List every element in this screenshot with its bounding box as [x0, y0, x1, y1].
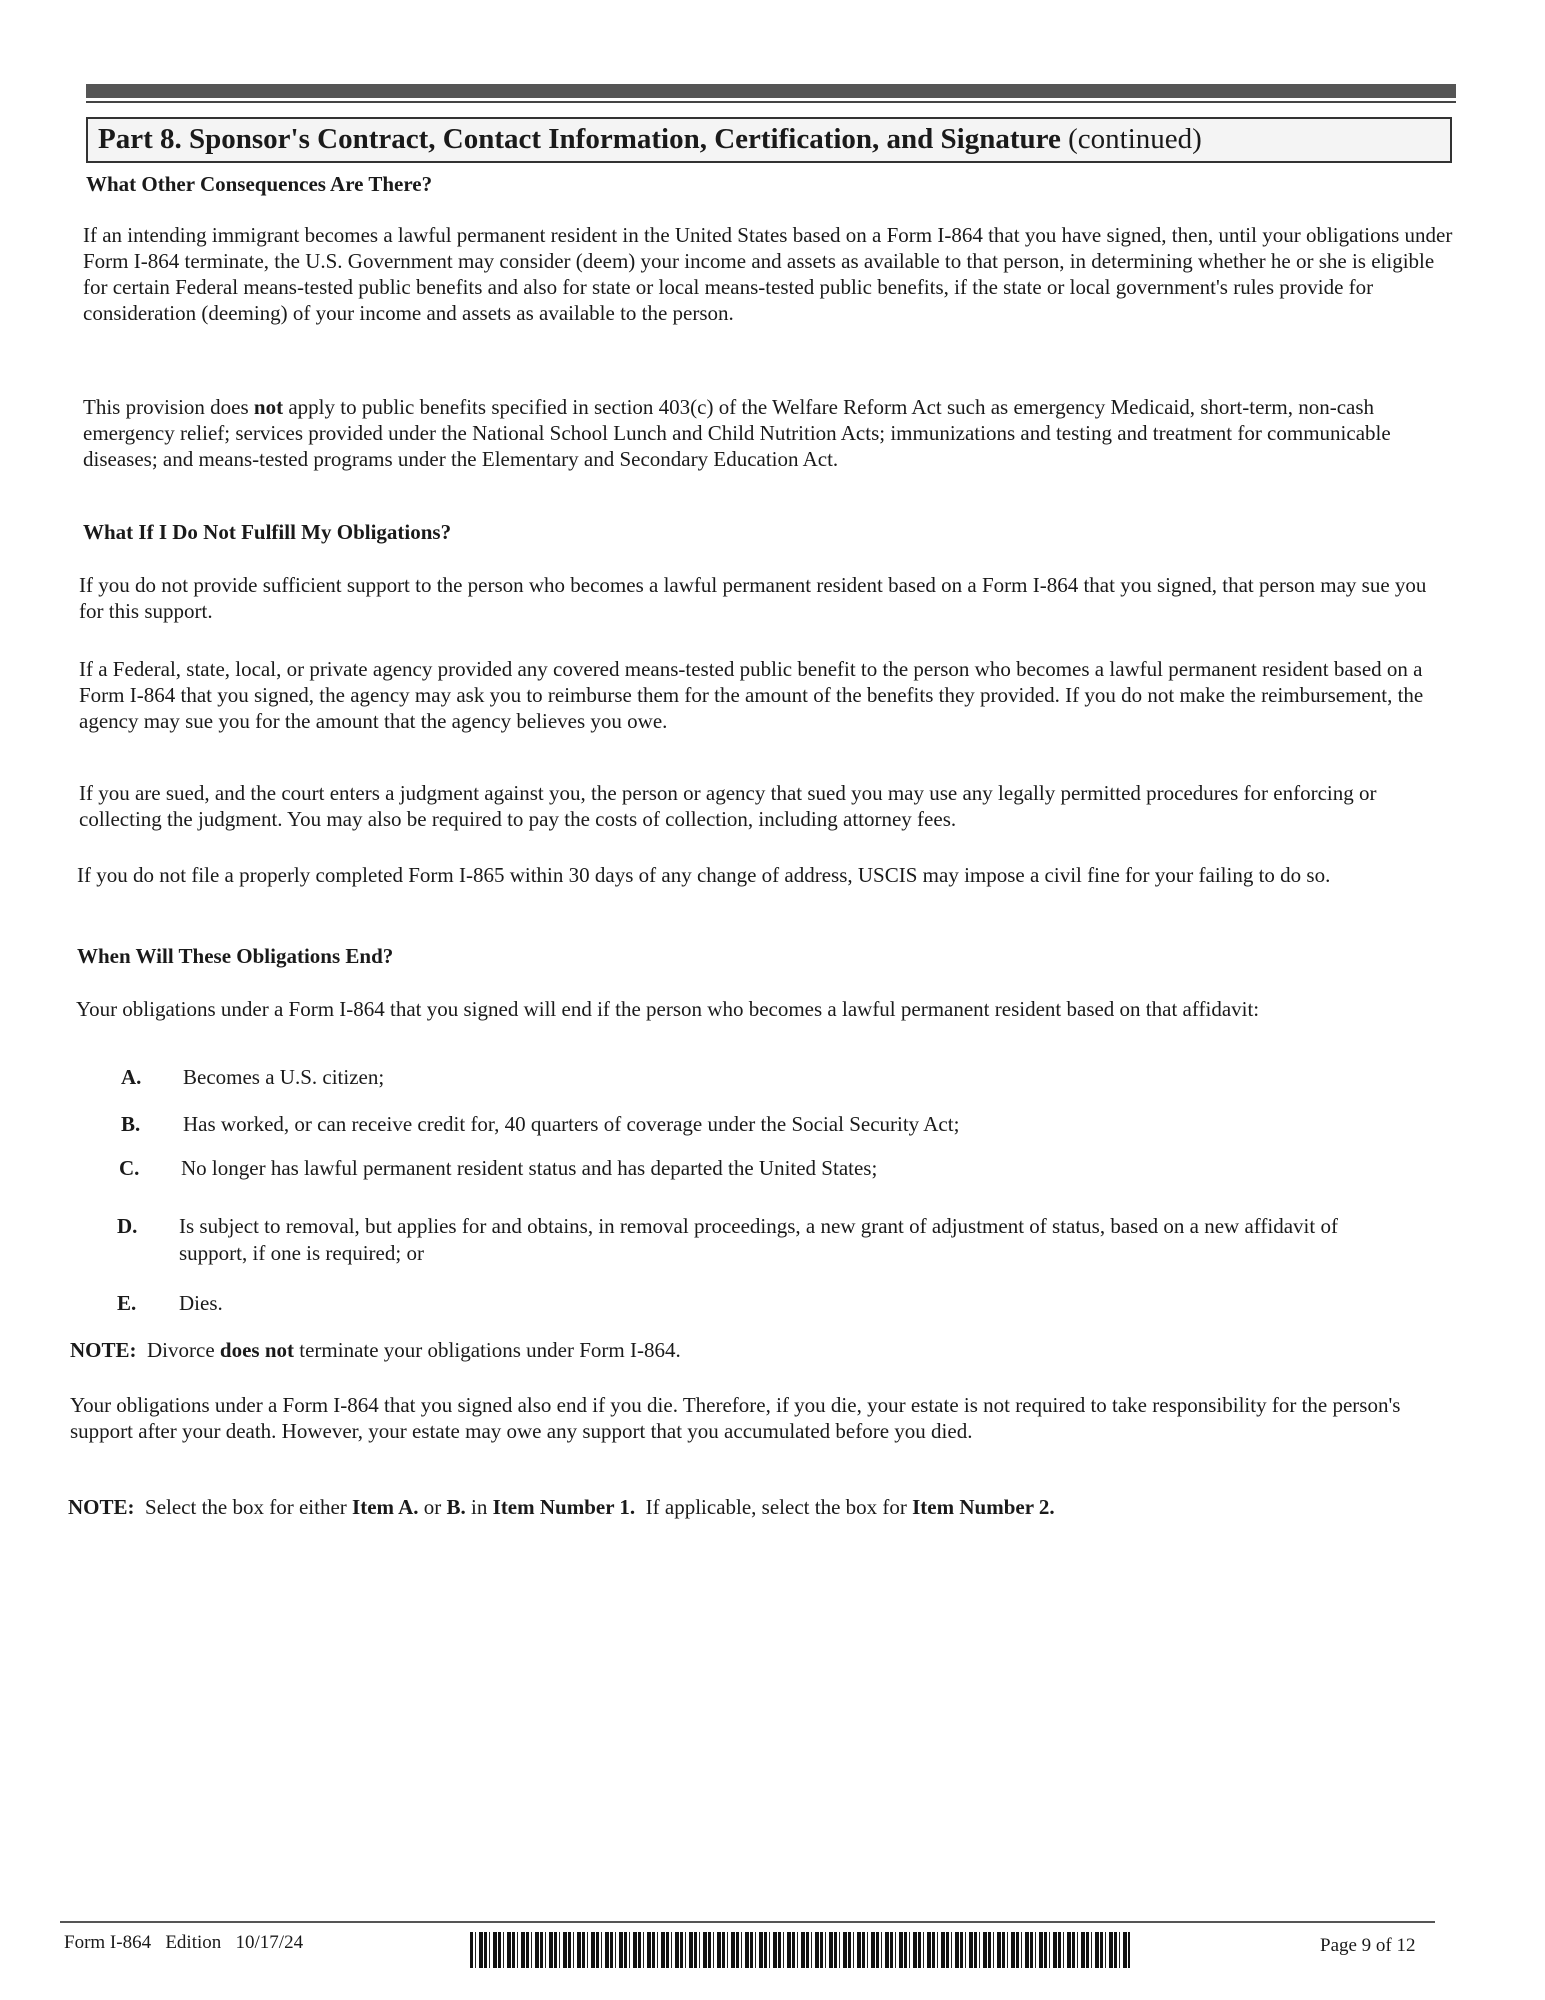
item-letter: E. — [117, 1291, 137, 1315]
bold-run: does not — [219, 1338, 295, 1362]
text-run: apply to public benefits specified in section 403(c) of the Welfare Reform Act such as emergency Medicaid, short-term, non-cash emergency relief; services provided under the National School Lunch and Child Nutrition Acts; immunizations and testing and treatment for communicable diseases; and means-tested programs under the Elementary and Secondary Education Act. — [83, 395, 1391, 471]
text-run: If applicable, select the box for — [635, 1495, 913, 1519]
note-divorce — [70, 1337, 1440, 1363]
item-text: No longer has lawful permanent resident status and has departed the United States; — [181, 1156, 878, 1180]
text-run: This provision does — [83, 395, 254, 419]
end-intro: Your obligations under a Form I-864 that you signed will end if the person who becomes a lawful permanent resident based on that affidavit: — [76, 997, 1260, 1021]
section-heading-obligations: What If I Do Not Fulfill My Obligations? — [83, 520, 452, 544]
bold-run: Item Number 1. — [492, 1495, 636, 1519]
footer-rule — [60, 1921, 1435, 1923]
text-run: terminate your obligations under Form I-864. — [294, 1338, 681, 1362]
text-run: or — [418, 1495, 447, 1519]
bold-run: Item Number 2. — [912, 1495, 1055, 1519]
part-title-main: Part 8. Sponsor's Contract, Contact Information, Certification, and Signature — [98, 123, 1061, 155]
item-letter: C. — [119, 1156, 140, 1180]
section-heading-consequences: What Other Consequences Are There? — [86, 172, 433, 196]
item-letter: D. — [117, 1214, 138, 1238]
section-heading-end: When Will These Obligations End? — [77, 944, 394, 968]
header-rule — [86, 101, 1456, 103]
obligations-paragraph-1: If you do not provide sufficient support to the person who becomes a lawful permanent resident based on a Form I-864 that you signed, that person may sue you for this support. — [79, 573, 1427, 623]
part-title — [86, 117, 1452, 163]
bold-run: not — [253, 395, 284, 419]
item-text: Has worked, or can receive credit for, 40 quarters of coverage under the Social Security Act; — [183, 1112, 960, 1136]
consequences-paragraph-1: If an intending immigrant becomes a lawful permanent resident in the United States based on a Form I-864 that you have signed, then, until your obligations under Form I-864 terminate, the U.S. Government may consider (deem) your income and assets as available to that person, in determining whether he or she is eligible for certain Federal means-tested public benefits and also for state or local means-tested public benefits, if the state or local government's rules provide for consideration (deeming) of your income and assets as available to the person. — [83, 223, 1453, 325]
item-letter: B. — [121, 1112, 141, 1136]
bold-run: Item A. — [352, 1495, 419, 1519]
text-run: Select the box for either — [134, 1495, 353, 1519]
obligations-paragraph-4: If you do not file a properly completed Form I-865 within 30 days of any change of address, USCIS may impose a civil fine for your failing to do so. — [77, 863, 1331, 887]
item-text: Becomes a U.S. citizen; — [183, 1065, 385, 1089]
text-run: Divorce — [136, 1338, 220, 1362]
item-letter: A. — [121, 1065, 142, 1089]
header-bar — [86, 84, 1456, 98]
bold-run: B. — [446, 1495, 466, 1519]
item-text: Dies. — [179, 1291, 223, 1315]
obligations-paragraph-2: If a Federal, state, local, or private agency provided any covered means-tested public benefit to the person who becomes a lawful permanent resident based on a Form I-864 that you signed, the agency may ask you to reimburse them for the amount of the benefits they provided. If you do not make the reimbursement, the agency may sue you for the amount that the agency believes you owe. — [79, 657, 1424, 733]
note-select-box — [68, 1494, 1438, 1520]
obligations-paragraph-3: If you are sued, and the court enters a judgment against you, the person or agency that sued you may use any legally permitted procedures for enforcing or collecting the judgment. You may also be required to pay the costs of collection, including attorney fees. — [79, 781, 1377, 831]
consequences-paragraph-2 — [83, 394, 1453, 472]
item-text: Is subject to removal, but applies for and obtains, in removal proceedings, a new grant of adjustment of status, based on a new affidavit of support, if one is required; or — [179, 1214, 1338, 1265]
text-run: in — [465, 1495, 493, 1519]
footer-form-edition: Form I-864 Edition 10/17/24 — [64, 1932, 304, 1953]
footer-page-number: Page 9 of 12 — [1320, 1935, 1416, 1956]
death-paragraph: Your obligations under a Form I-864 that you signed also end if you die. Therefore, if you die, your estate is not required to take responsibility for the person's support after your death. However, your estate may owe any support that you accumulated before you died. — [70, 1393, 1401, 1443]
note-label: NOTE: — [68, 1495, 135, 1519]
barcode — [470, 1932, 1130, 1968]
note-label: NOTE: — [70, 1338, 137, 1362]
part-title-suffix: (continued) — [1060, 123, 1202, 155]
